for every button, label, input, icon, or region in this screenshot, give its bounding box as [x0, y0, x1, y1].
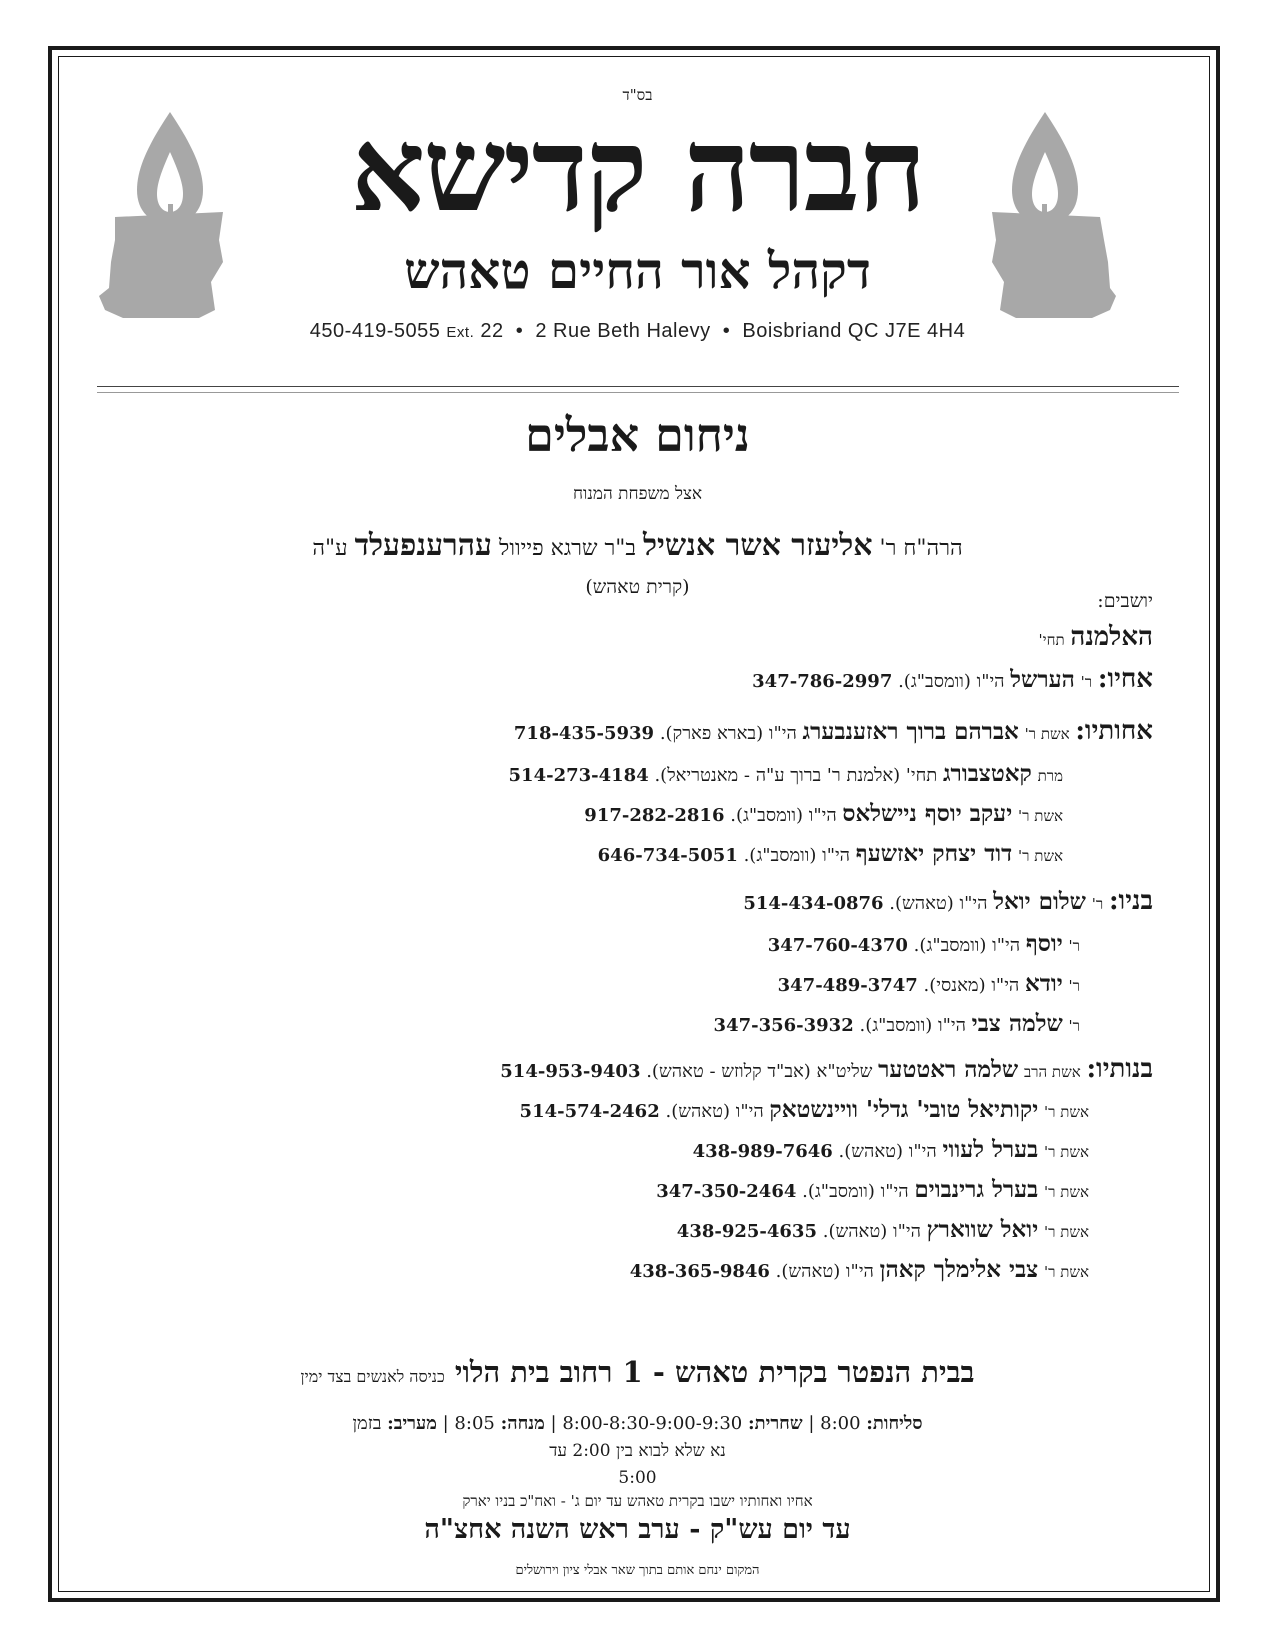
daughter-details: הי"ו (וומסב"ג). [802, 1181, 909, 1202]
divider [97, 392, 1179, 393]
daughter-details: הי"ו (טאהש). [838, 1141, 937, 1162]
prayer-times [0, 1413, 1275, 1434]
daughter-phone: 438-989-7646 [692, 1141, 833, 1162]
son-phone: 347-356-3932 [713, 1015, 854, 1036]
daughter-prefix: אשת ר' [1043, 1183, 1089, 1201]
son-prefix: ר' [1068, 937, 1080, 955]
daughter-phone: 438-365-9846 [629, 1261, 770, 1282]
org-subtitle: דקהל אור החיים טאהש [404, 241, 871, 300]
sister-phone: 514-273-4184 [508, 765, 649, 786]
brother-line [752, 664, 1153, 695]
mincha-label: מנחה: [500, 1413, 545, 1434]
son-phone: 347-760-4370 [767, 935, 908, 956]
sister-details: הי"ו (וומסב"ג). [743, 845, 851, 866]
deceased-name-line [0, 528, 1275, 564]
son-prefix: ר' [1068, 1017, 1080, 1035]
daughter-prefix: אשת ר' [1043, 1103, 1089, 1121]
visit-end: 5:00 [618, 1468, 657, 1488]
son-line [768, 930, 1080, 958]
son-prefix: ר' [1091, 895, 1104, 913]
son-phone: 347-489-3747 [777, 975, 918, 996]
deceased-location: (קרית טאהש) [585, 576, 690, 598]
notice-etzel: אצל משפחת המנוח [572, 484, 703, 504]
sister-line [509, 760, 1063, 788]
sister-line [598, 840, 1063, 868]
sister-prefix: אשת ר' [1017, 807, 1063, 825]
brother-label: אחיו: [1097, 664, 1153, 694]
daughter-name: בערל לעווי [942, 1136, 1039, 1163]
deceased-suffix: ע"ה [312, 536, 348, 561]
sister-phone: 917-282-2816 [584, 805, 725, 826]
deceased-prefix: הרה"ח ר' [879, 536, 963, 561]
sister-details: תחי' (אלמנת ר' ברוך ע"ה - מאנטריאל). [654, 765, 938, 786]
brother-details: הי"ו (וומסב"ג). [898, 671, 1005, 692]
sister-details: הי"ו (בארא פארק). [659, 723, 797, 744]
bsd-mark: בס"ד [622, 86, 653, 104]
son-details: הי"ו (מאנסי). [923, 975, 1020, 996]
son-prefix: ר' [1068, 977, 1080, 995]
daughter-name: יקותיאל טובי' גדלי' וויינשטאק [769, 1096, 1039, 1123]
address: 2 Rue Beth Halevy [535, 320, 711, 342]
notice-title: ניחום אבלים [525, 408, 750, 462]
divider-bar: | [808, 1413, 815, 1434]
selichos-time: 8:00 [820, 1413, 861, 1434]
son-line [778, 970, 1080, 998]
sister-name: דוד יצחק יאזשעף [855, 840, 1013, 867]
city: Boisbriand QC J7E 4H4 [742, 320, 966, 342]
daughter-line [500, 1054, 1153, 1085]
sitting-label: יושבים: [1097, 590, 1153, 612]
son-details: הי"ו (וומסב"ג). [913, 935, 1021, 956]
daughter-details: הי"ו (טאהש). [822, 1221, 921, 1242]
divider-bar: | [442, 1413, 449, 1434]
sister-prefix: אשת ר' [1024, 725, 1070, 743]
sister-name: יעקב יוסף ניישלאס [842, 800, 1013, 827]
sister-phone: 646-734-5051 [597, 845, 738, 866]
daughter-name: יואל שווארץ [926, 1216, 1039, 1243]
phone: 450-419-5055 [309, 320, 441, 342]
daughters-label: בנותיו: [1086, 1054, 1153, 1084]
daughter-prefix: אשת ר' [1043, 1263, 1089, 1281]
maariv-label: מעריב: [387, 1413, 437, 1434]
shachris-label: שחרית: [747, 1413, 803, 1434]
schedule-note: אחיו ואחותיו ישבו בקרית טאהש עד יום ג' - ואח"כ בניו יארק [462, 1492, 813, 1510]
son-details: הי"ו (טאהש). [889, 893, 988, 914]
daughter-name: שלמה ראטטער [878, 1056, 1019, 1083]
son-line [743, 886, 1153, 917]
daughter-details: הי"ו (טאהש). [665, 1101, 764, 1122]
son-name: יודא [1025, 970, 1063, 997]
sister-details: הי"ו (וומסב"ג). [730, 805, 837, 826]
daughter-name: צבי אלימלך קאהן [879, 1256, 1039, 1283]
daughter-line [630, 1256, 1089, 1284]
deceased-surname: עהרענפעלד [354, 528, 493, 563]
widow-suffix: תחי' [1038, 631, 1065, 649]
son-phone: 514-434-0876 [743, 893, 884, 914]
daughter-prefix: אשת ר' [1043, 1143, 1089, 1161]
divider [97, 386, 1179, 387]
daughter-phone: 347-350-2464 [656, 1181, 797, 1202]
son-name: שלום יואל [993, 888, 1086, 915]
sister-name: קאטצבורג [942, 760, 1032, 787]
son-name: שלמה צבי [971, 1010, 1063, 1037]
brother-phone: 347-786-2997 [752, 671, 893, 692]
daughter-details: הי"ו (טאהש). [775, 1261, 874, 1282]
widow-label: האלמנה [1070, 622, 1153, 652]
org-title: חברה קדישא [350, 102, 925, 238]
address-text: בבית הנפטר בקרית טאהש - 1 רחוב בית הלוי [454, 1355, 975, 1389]
separator: • [722, 320, 731, 342]
contact-line [0, 320, 1275, 343]
shiva-address [0, 1355, 1275, 1390]
son-name: יוסף [1025, 930, 1063, 957]
daughter-line [656, 1176, 1089, 1204]
mincha-time: 8:05 [454, 1413, 495, 1434]
sons-label: בניו: [1108, 886, 1153, 916]
separator: • [515, 320, 524, 342]
brother-name: הערשל [1010, 666, 1075, 693]
daughter-phone: 514-953-9403 [500, 1061, 641, 1082]
visit-request: נא שלא לבוא בין 2:00 עד [549, 1441, 726, 1461]
ext-label: Ext. [446, 324, 475, 341]
daughter-phone: 438-925-4635 [676, 1221, 817, 1242]
daughter-name: בערל גרינבוים [914, 1176, 1039, 1203]
shiva-until: עד יום עש"ק - ערב ראש השנה אחצ"ה [424, 1514, 851, 1545]
brother-prefix: ר' [1080, 673, 1093, 691]
deceased-father: ב"ר שרגא פייוול [499, 536, 637, 561]
sister-line [514, 716, 1153, 747]
daughter-prefix: אשת הרב [1023, 1063, 1081, 1081]
sister-phone: 718-435-5939 [513, 723, 655, 744]
sister-name: אברהם ברוך ראזענבערג [802, 718, 1019, 745]
deceased-name: אליעזר אשר אנשיל [643, 528, 873, 563]
daughter-line [677, 1216, 1089, 1244]
hamakom-blessing: המקום ינחם אותם בתוך שאר אבלי ציון וירושלים [515, 1563, 760, 1578]
daughter-details: שליט"א (אב"ד קלוזש - טאהש). [646, 1061, 873, 1082]
entrance-note: כניסה לאנשים בצד ימין [300, 1367, 445, 1386]
sister-line [584, 800, 1063, 828]
selichos-label: סליחות: [866, 1413, 923, 1434]
widow-line [1039, 622, 1153, 653]
son-line [714, 1010, 1080, 1038]
daughter-phone: 514-574-2462 [519, 1101, 660, 1122]
ext-number: 22 [480, 320, 504, 342]
shachris-time: 8:00-8:30-9:00-9:30 [562, 1413, 743, 1434]
sister-prefix: מרת [1037, 767, 1063, 785]
sisters-label: אחותיו: [1075, 716, 1153, 746]
son-details: הי"ו (וומסב"ג). [859, 1015, 966, 1036]
daughter-prefix: אשת ר' [1043, 1223, 1089, 1241]
maariv-time: בזמן [352, 1413, 382, 1434]
divider-bar: | [550, 1413, 557, 1434]
sister-prefix: אשת ר' [1017, 847, 1063, 865]
daughter-line [520, 1096, 1089, 1124]
daughter-line [693, 1136, 1089, 1164]
